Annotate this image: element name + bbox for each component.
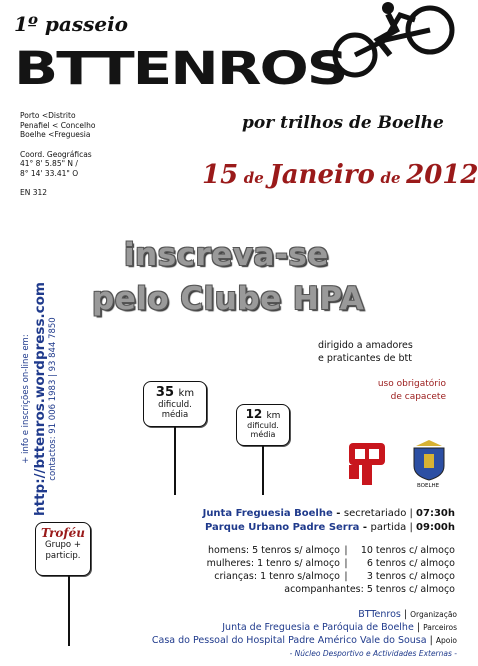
schedule-time: 09:00h (416, 522, 455, 533)
price-list (140, 544, 455, 596)
coords-lat: 41° 8' 5.85" N / (20, 159, 78, 168)
sign-pole-35km (174, 427, 176, 495)
cyclist-icon (330, 0, 460, 90)
short-km: 12 (245, 407, 263, 421)
audience-line-1: dirigido a amadores (318, 340, 413, 351)
road-label: EN 312 (20, 188, 48, 197)
trophy-line-1: Grupo + (45, 540, 81, 550)
boelhe-crest-icon (410, 438, 448, 484)
price-row: mulheres: 1 tenro s/ almoço | 6 tenros c/ almoço (206, 558, 455, 569)
location-block (20, 111, 95, 198)
schedule-what: partida (370, 522, 407, 533)
club-hpa-logo (347, 441, 387, 487)
location-district: Porto <Distrito (20, 111, 76, 120)
price-row: homens: 5 tenros s/ almoço | 10 tenros c/ almoço (208, 545, 455, 556)
audience-line-2: e praticantes de btt (318, 353, 412, 364)
date-day: 15 (202, 160, 239, 190)
helmet-line-2: de capacete (390, 392, 446, 402)
price-row: acompanhantes: 5 tenros c/ almoço (284, 584, 455, 595)
schedule-row: Parque Urbano Padre Serra - partida | 09:00h (204, 522, 455, 533)
bttenros-logo: BTTENROS (14, 42, 347, 96)
route-sign-12km (236, 404, 290, 446)
crest-label: BOELHE (417, 483, 440, 489)
long-km: 35 (155, 385, 174, 400)
headline-line-2: pelo Clube HPA (92, 281, 365, 317)
side-url-link[interactable]: http://bttenros.wordpress.com (32, 282, 48, 516)
coords-lon: 8° 14' 33.41" O (20, 168, 79, 178)
tagline: por trilhos de Boelhe (242, 113, 444, 133)
short-difficulty: dificuld. (247, 421, 279, 430)
location-parish: Boelhe <Freguesia (20, 130, 91, 139)
trophy-title: Troféu (41, 526, 85, 540)
helmet-block (330, 378, 446, 404)
long-difficulty: dificuld. (158, 400, 192, 410)
schedule (203, 507, 455, 535)
price-row: crianças: 1 tenro s/almoço | 3 tenros c/ almoço (214, 571, 455, 582)
schedule-place: Parque Urbano Padre Serra (204, 522, 360, 533)
short-level: média (250, 430, 276, 439)
date-year: 2012 (406, 160, 478, 190)
long-unit: km (178, 388, 195, 399)
credits (152, 608, 457, 660)
headline-line-1: inscreva-se (124, 237, 329, 273)
trophy-pole (68, 576, 70, 646)
sign-pole-12km (262, 446, 264, 495)
event-date (202, 160, 478, 190)
schedule-place: Junta Freguesia Boelhe (202, 508, 333, 519)
audience-block (318, 339, 413, 365)
trophy-line-2: particip. (45, 551, 81, 561)
location-municipality: Penafiel < Concelho (20, 120, 96, 130)
coords-label: Coord. Geográficas (20, 149, 92, 159)
route-sign-35km (143, 381, 207, 427)
helmet-line-1: uso obrigatório (377, 379, 446, 389)
long-level: média (161, 410, 189, 420)
credit-row: Casa do Pessoal do Hospital Padre Américo Vale do Sousa | Apoio (151, 635, 457, 646)
date-de-1: de (243, 169, 264, 187)
schedule-row: Junta Freguesia Boelhe - secretariado | 07:30h (202, 508, 455, 519)
side-info-label: + info e inscrições on-line em: (21, 334, 31, 464)
date-de-2: de (380, 169, 401, 187)
schedule-time: 07:30h (416, 508, 455, 519)
short-unit: km (266, 411, 281, 421)
date-month: Janeiro (269, 160, 375, 190)
credit-row: BTTenros | Organização (358, 609, 457, 620)
credit-row: Junta de Freguesia e Paróquia de Boelhe | Parceiros (222, 622, 457, 633)
edition-title: 1º passeio (14, 12, 129, 36)
trophy-sign (35, 522, 91, 576)
side-info (21, 279, 59, 519)
schedule-what: secretariado (343, 508, 407, 519)
footer-note: - Núcleo Desportivo e Actividades Externas - (289, 649, 457, 658)
side-contacts: contactos: 91 006 1983 | 93 844 7850 (48, 317, 58, 481)
